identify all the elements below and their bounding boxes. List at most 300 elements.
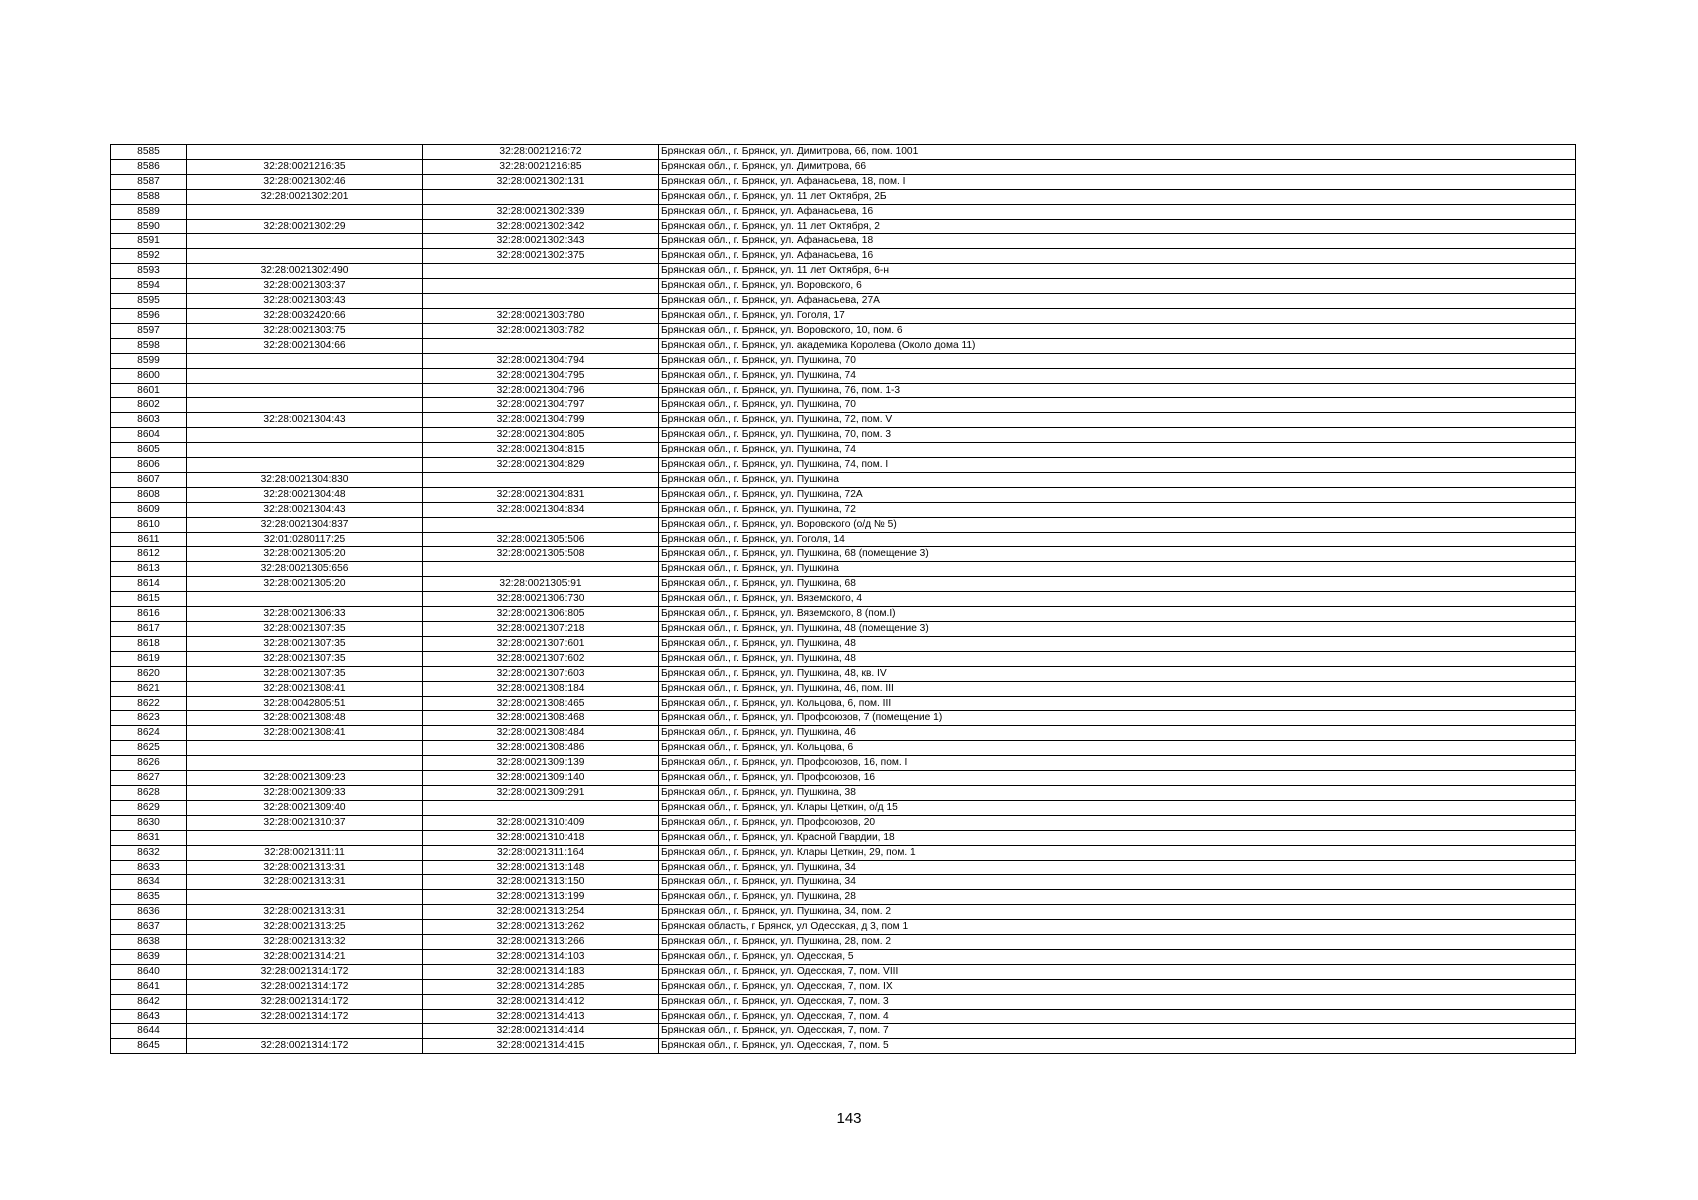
table-row <box>111 279 1576 294</box>
building-cadastral-number-cell: 32:28:0021304:794 <box>423 353 659 368</box>
land-cadastral-number-cell <box>187 890 423 905</box>
table-row <box>111 145 1576 160</box>
row-number-cell: 8621 <box>111 681 187 696</box>
row-number-cell: 8593 <box>111 264 187 279</box>
row-number-cell: 8601 <box>111 383 187 398</box>
address-cell: Брянская обл., г. Брянск, ул. Воровского, 6 <box>659 279 1576 294</box>
building-cadastral-number-cell: 32:28:0021314:413 <box>423 1009 659 1024</box>
row-number-cell: 8632 <box>111 845 187 860</box>
building-cadastral-number-cell: 32:28:0021314:412 <box>423 994 659 1009</box>
page-number: 143 <box>836 1110 862 1127</box>
building-cadastral-number-cell: 32:28:0021307:601 <box>423 636 659 651</box>
row-number-cell: 8600 <box>111 368 187 383</box>
row-number-cell: 8603 <box>111 413 187 428</box>
row-number-cell: 8628 <box>111 785 187 800</box>
land-cadastral-number-cell: 32:28:0021305:656 <box>187 562 423 577</box>
address-cell: Брянская обл., г. Брянск, ул. Пушкина, 70 <box>659 398 1576 413</box>
land-cadastral-number-cell <box>187 249 423 264</box>
table-row <box>111 547 1576 562</box>
table-row <box>111 159 1576 174</box>
row-number-cell: 8616 <box>111 607 187 622</box>
building-cadastral-number-cell: 32:28:0021313:262 <box>423 920 659 935</box>
land-cadastral-number-cell <box>187 368 423 383</box>
table-row <box>111 264 1576 279</box>
table-row <box>111 726 1576 741</box>
address-cell: Брянская обл., г. Брянск, ул. Клары Цеткин, 29, пом. 1 <box>659 845 1576 860</box>
building-cadastral-number-cell: 32:28:0021302:342 <box>423 219 659 234</box>
address-cell: Брянская обл., г. Брянск, ул. Пушкина, 74 <box>659 368 1576 383</box>
building-cadastral-number-cell: 32:28:0021309:140 <box>423 771 659 786</box>
table-row <box>111 860 1576 875</box>
land-cadastral-number-cell: 32:28:0021314:172 <box>187 994 423 1009</box>
address-cell: Брянская обл., г. Брянск, ул. Профсоюзов, 16, пом. I <box>659 756 1576 771</box>
address-cell: Брянская обл., г. Брянск, ул. Пушкина, 28 <box>659 890 1576 905</box>
building-cadastral-number-cell: 32:28:0021302:339 <box>423 204 659 219</box>
table-row <box>111 577 1576 592</box>
address-cell: Брянская обл., г. Брянск, ул. Пушкина, 34 <box>659 875 1576 890</box>
land-cadastral-number-cell <box>187 383 423 398</box>
address-cell: Брянская обл., г. Брянск, ул. Кольцова, 6 <box>659 741 1576 756</box>
row-number-cell: 8635 <box>111 890 187 905</box>
table-row <box>111 875 1576 890</box>
table-row <box>111 338 1576 353</box>
land-cadastral-number-cell <box>187 145 423 160</box>
row-number-cell: 8589 <box>111 204 187 219</box>
row-number-cell: 8614 <box>111 577 187 592</box>
building-cadastral-number-cell: 32:28:0021307:602 <box>423 651 659 666</box>
building-cadastral-number-cell: 32:28:0021304:834 <box>423 502 659 517</box>
table-row <box>111 204 1576 219</box>
building-cadastral-number-cell: 32:28:0021303:780 <box>423 308 659 323</box>
land-cadastral-number-cell: 32:28:0021304:48 <box>187 487 423 502</box>
row-number-cell: 8605 <box>111 443 187 458</box>
row-number-cell: 8586 <box>111 159 187 174</box>
table-row <box>111 219 1576 234</box>
land-cadastral-number-cell: 32:28:0021302:201 <box>187 189 423 204</box>
address-cell: Брянская обл., г. Брянск, ул. Одесская, 7, пом. 5 <box>659 1039 1576 1054</box>
land-cadastral-number-cell: 32:28:0021307:35 <box>187 622 423 637</box>
table-row <box>111 935 1576 950</box>
land-cadastral-number-cell: 32:28:0021302:490 <box>187 264 423 279</box>
building-cadastral-number-cell: 32:28:0021304:797 <box>423 398 659 413</box>
address-cell: Брянская обл., г. Брянск, ул. Одесская, 5 <box>659 949 1576 964</box>
land-cadastral-number-cell: 32:28:0032420:66 <box>187 308 423 323</box>
address-cell: Брянская обл., г. Брянск, ул. Димитрова, 66, пом. 1001 <box>659 145 1576 160</box>
address-cell: Брянская обл., г. Брянск, ул. Афанасьева, 16 <box>659 204 1576 219</box>
building-cadastral-number-cell: 32:28:0021306:805 <box>423 607 659 622</box>
land-cadastral-number-cell <box>187 443 423 458</box>
land-cadastral-number-cell: 32:28:0042805:51 <box>187 696 423 711</box>
table-row <box>111 696 1576 711</box>
row-number-cell: 8606 <box>111 458 187 473</box>
table-row <box>111 949 1576 964</box>
table-row <box>111 398 1576 413</box>
building-cadastral-number-cell: 32:28:0021305:508 <box>423 547 659 562</box>
land-cadastral-number-cell: 32:28:0021313:25 <box>187 920 423 935</box>
building-cadastral-number-cell: 32:28:0021304:805 <box>423 428 659 443</box>
land-cadastral-number-cell: 32:28:0021305:20 <box>187 577 423 592</box>
land-cadastral-number-cell: 32:28:0021305:20 <box>187 547 423 562</box>
row-number-cell: 8625 <box>111 741 187 756</box>
building-cadastral-number-cell: 32:28:0021309:291 <box>423 785 659 800</box>
land-cadastral-number-cell: 32:28:0021311:11 <box>187 845 423 860</box>
land-cadastral-number-cell: 32:28:0021304:66 <box>187 338 423 353</box>
address-cell: Брянская обл., г. Брянск, ул. Красной Гвардии, 18 <box>659 830 1576 845</box>
address-cell: Брянская обл., г. Брянск, ул. Пушкина, 46 <box>659 726 1576 741</box>
table-row <box>111 428 1576 443</box>
building-cadastral-number-cell <box>423 338 659 353</box>
building-cadastral-number-cell: 32:28:0021304:796 <box>423 383 659 398</box>
address-cell: Брянская обл., г. Брянск, ул. Одесская, 7, пом. 3 <box>659 994 1576 1009</box>
row-number-cell: 8585 <box>111 145 187 160</box>
land-cadastral-number-cell: 32:28:0021310:37 <box>187 815 423 830</box>
land-cadastral-number-cell: 32:28:0021309:33 <box>187 785 423 800</box>
building-cadastral-number-cell: 32:28:0021314:103 <box>423 949 659 964</box>
address-cell: Брянская обл., г. Брянск, ул. 11 лет Октября, 2Б <box>659 189 1576 204</box>
row-number-cell: 8636 <box>111 905 187 920</box>
row-number-cell: 8618 <box>111 636 187 651</box>
table-row <box>111 771 1576 786</box>
row-number-cell: 8604 <box>111 428 187 443</box>
address-cell: Брянская обл., г. Брянск, ул. Пушкина, 70 <box>659 353 1576 368</box>
land-cadastral-number-cell <box>187 756 423 771</box>
table-row <box>111 607 1576 622</box>
land-cadastral-number-cell: 32:28:0021216:35 <box>187 159 423 174</box>
table-row <box>111 756 1576 771</box>
row-number-cell: 8626 <box>111 756 187 771</box>
land-cadastral-number-cell: 32:28:0021302:29 <box>187 219 423 234</box>
land-cadastral-number-cell: 32:28:0021307:35 <box>187 651 423 666</box>
table-row <box>111 681 1576 696</box>
address-cell: Брянская обл., г. Брянск, ул. Афанасьева, 27А <box>659 294 1576 309</box>
address-cell: Брянская обл., г. Брянск, ул. Пушкина, 34 <box>659 860 1576 875</box>
table-row <box>111 964 1576 979</box>
address-cell: Брянская обл., г. Брянск, ул. Пушкина, 48 <box>659 651 1576 666</box>
table-row <box>111 562 1576 577</box>
building-cadastral-number-cell <box>423 800 659 815</box>
row-number-cell: 8588 <box>111 189 187 204</box>
building-cadastral-number-cell: 32:28:0021302:375 <box>423 249 659 264</box>
row-number-cell: 8617 <box>111 622 187 637</box>
address-cell: Брянская обл., г. Брянск, ул. Пушкина, 70, пом. 3 <box>659 428 1576 443</box>
land-cadastral-number-cell <box>187 353 423 368</box>
table-row <box>111 905 1576 920</box>
land-cadastral-number-cell <box>187 741 423 756</box>
address-cell: Брянская обл., г. Брянск, ул. 11 лет Октября, 2 <box>659 219 1576 234</box>
address-cell: Брянская обл., г. Брянск, ул. Пушкина <box>659 562 1576 577</box>
row-number-cell: 8638 <box>111 935 187 950</box>
land-cadastral-number-cell <box>187 428 423 443</box>
table-row <box>111 1039 1576 1054</box>
land-cadastral-number-cell: 32:28:0021307:35 <box>187 666 423 681</box>
table-row <box>111 532 1576 547</box>
address-cell: Брянская обл., г. Брянск, ул. Пушкина, 72А <box>659 487 1576 502</box>
row-number-cell: 8633 <box>111 860 187 875</box>
land-cadastral-number-cell: 32:28:0021304:43 <box>187 502 423 517</box>
building-cadastral-number-cell: 32:28:0021308:468 <box>423 711 659 726</box>
land-cadastral-number-cell <box>187 234 423 249</box>
address-cell: Брянская обл., г. Брянск, ул. Пушкина, 72, пом. V <box>659 413 1576 428</box>
building-cadastral-number-cell <box>423 264 659 279</box>
building-cadastral-number-cell: 32:28:0021305:91 <box>423 577 659 592</box>
land-cadastral-number-cell: 32:28:0021313:32 <box>187 935 423 950</box>
land-cadastral-number-cell: 32:28:0021314:21 <box>187 949 423 964</box>
row-number-cell: 8637 <box>111 920 187 935</box>
land-cadastral-number-cell: 32:28:0021308:48 <box>187 711 423 726</box>
address-cell: Брянская обл., г. Брянск, ул. Афанасьева, 18, пом. I <box>659 174 1576 189</box>
row-number-cell: 8592 <box>111 249 187 264</box>
address-cell: Брянская обл., г. Брянск, ул. Пушкина, 48, кв. IV <box>659 666 1576 681</box>
address-cell: Брянская область, г Брянск, ул Одесская, д 3, пом 1 <box>659 920 1576 935</box>
building-cadastral-number-cell: 32:28:0021304:829 <box>423 458 659 473</box>
table-row <box>111 174 1576 189</box>
land-cadastral-number-cell: 32:28:0021313:31 <box>187 860 423 875</box>
building-cadastral-number-cell: 32:28:0021308:486 <box>423 741 659 756</box>
address-cell: Брянская обл., г. Брянск, ул. Профсоюзов, 7 (помещение 1) <box>659 711 1576 726</box>
row-number-cell: 8599 <box>111 353 187 368</box>
building-cadastral-number-cell <box>423 472 659 487</box>
address-cell: Брянская обл., г. Брянск, ул. Одесская, 7, пом. 4 <box>659 1009 1576 1024</box>
address-cell: Брянская обл., г. Брянск, ул. Воровского (о/д № 5) <box>659 517 1576 532</box>
address-cell: Брянская обл., г. Брянск, ул. Пушкина, 28, пом. 2 <box>659 935 1576 950</box>
land-cadastral-number-cell <box>187 1024 423 1039</box>
address-cell: Брянская обл., г. Брянск, ул. Клары Цеткин, о/д 15 <box>659 800 1576 815</box>
land-cadastral-number-cell: 32:28:0021302:46 <box>187 174 423 189</box>
row-number-cell: 8591 <box>111 234 187 249</box>
table-row <box>111 890 1576 905</box>
row-number-cell: 8609 <box>111 502 187 517</box>
table-row <box>111 636 1576 651</box>
land-cadastral-number-cell <box>187 398 423 413</box>
address-cell: Брянская обл., г. Брянск, ул. Одесская, 7, пом. IX <box>659 979 1576 994</box>
address-cell: Брянская обл., г. Брянск, ул. Пушкина, 72 <box>659 502 1576 517</box>
land-cadastral-number-cell: 32:28:0021306:33 <box>187 607 423 622</box>
row-number-cell: 8610 <box>111 517 187 532</box>
land-cadastral-number-cell: 32:28:0021314:172 <box>187 979 423 994</box>
building-cadastral-number-cell: 32:28:0021302:131 <box>423 174 659 189</box>
row-number-cell: 8598 <box>111 338 187 353</box>
table-row <box>111 502 1576 517</box>
table-row <box>111 413 1576 428</box>
building-cadastral-number-cell: 32:28:0021302:343 <box>423 234 659 249</box>
table-row <box>111 920 1576 935</box>
row-number-cell: 8596 <box>111 308 187 323</box>
registry-table <box>110 144 1576 1054</box>
address-cell: Брянская обл., г. Брянск, ул. Пушкина, 34, пом. 2 <box>659 905 1576 920</box>
table-row <box>111 308 1576 323</box>
registry-table-body <box>111 145 1576 1054</box>
address-cell: Брянская обл., г. Брянск, ул. Пушкина, 74, пом. I <box>659 458 1576 473</box>
building-cadastral-number-cell: 32:28:0021304:831 <box>423 487 659 502</box>
address-cell: Брянская обл., г. Брянск, ул. Пушкина <box>659 472 1576 487</box>
row-number-cell: 8607 <box>111 472 187 487</box>
address-cell: Брянская обл., г. Брянск, ул. Одесская, 7, пом. 7 <box>659 1024 1576 1039</box>
address-cell: Брянская обл., г. Брянск, ул. Кольцова, 6, пом. III <box>659 696 1576 711</box>
address-cell: Брянская обл., г. Брянск, ул. Пушкина, 68 <box>659 577 1576 592</box>
land-cadastral-number-cell: 32:28:0021308:41 <box>187 681 423 696</box>
building-cadastral-number-cell <box>423 562 659 577</box>
row-number-cell: 8587 <box>111 174 187 189</box>
row-number-cell: 8629 <box>111 800 187 815</box>
building-cadastral-number-cell: 32:28:0021313:150 <box>423 875 659 890</box>
address-cell: Брянская обл., г. Брянск, ул. Пушкина, 48 (помещение 3) <box>659 622 1576 637</box>
building-cadastral-number-cell: 32:28:0021313:254 <box>423 905 659 920</box>
table-row <box>111 487 1576 502</box>
table-row <box>111 189 1576 204</box>
address-cell: Брянская обл., г. Брянск, ул. Профсоюзов, 20 <box>659 815 1576 830</box>
table-row <box>111 294 1576 309</box>
table-row <box>111 651 1576 666</box>
address-cell: Брянская обл., г. Брянск, ул. Воровского, 10, пом. 6 <box>659 323 1576 338</box>
building-cadastral-number-cell: 32:28:0021308:465 <box>423 696 659 711</box>
row-number-cell: 8613 <box>111 562 187 577</box>
row-number-cell: 8590 <box>111 219 187 234</box>
building-cadastral-number-cell: 32:28:0021305:506 <box>423 532 659 547</box>
land-cadastral-number-cell: 32:28:0021304:830 <box>187 472 423 487</box>
table-row <box>111 622 1576 637</box>
row-number-cell: 8640 <box>111 964 187 979</box>
land-cadastral-number-cell <box>187 592 423 607</box>
row-number-cell: 8627 <box>111 771 187 786</box>
land-cadastral-number-cell: 32:28:0021309:40 <box>187 800 423 815</box>
address-cell: Брянская обл., г. Брянск, ул. Пушкина, 74 <box>659 443 1576 458</box>
address-cell: Брянская обл., г. Брянск, ул. Профсоюзов, 16 <box>659 771 1576 786</box>
address-cell: Брянская обл., г. Брянск, ул. Гоголя, 14 <box>659 532 1576 547</box>
land-cadastral-number-cell: 32:28:0021313:31 <box>187 905 423 920</box>
building-cadastral-number-cell: 32:28:0021307:603 <box>423 666 659 681</box>
address-cell: Брянская обл., г. Брянск, ул. Вяземского, 8 (пом.I) <box>659 607 1576 622</box>
building-cadastral-number-cell <box>423 189 659 204</box>
table-row <box>111 785 1576 800</box>
table-row <box>111 234 1576 249</box>
building-cadastral-number-cell: 32:28:0021308:484 <box>423 726 659 741</box>
address-cell: Брянская обл., г. Брянск, ул. Пушкина, 46, пом. III <box>659 681 1576 696</box>
building-cadastral-number-cell: 32:28:0021310:418 <box>423 830 659 845</box>
table-row <box>111 830 1576 845</box>
address-cell: Брянская обл., г. Брянск, ул. 11 лет Октября, 6-н <box>659 264 1576 279</box>
address-cell: Брянская обл., г. Брянск, ул. Афанасьева, 18 <box>659 234 1576 249</box>
table-row <box>111 458 1576 473</box>
row-number-cell: 8634 <box>111 875 187 890</box>
land-cadastral-number-cell: 32:28:0021309:23 <box>187 771 423 786</box>
table-row <box>111 741 1576 756</box>
address-cell: Брянская обл., г. Брянск, ул. Афанасьева, 16 <box>659 249 1576 264</box>
building-cadastral-number-cell: 32:28:0021307:218 <box>423 622 659 637</box>
land-cadastral-number-cell: 32:28:0021303:37 <box>187 279 423 294</box>
row-number-cell: 8597 <box>111 323 187 338</box>
land-cadastral-number-cell: 32:28:0021303:43 <box>187 294 423 309</box>
row-number-cell: 8639 <box>111 949 187 964</box>
table-row <box>111 517 1576 532</box>
table-row <box>111 323 1576 338</box>
building-cadastral-number-cell: 32:28:0021304:799 <box>423 413 659 428</box>
table-row <box>111 592 1576 607</box>
row-number-cell: 8624 <box>111 726 187 741</box>
table-row <box>111 353 1576 368</box>
building-cadastral-number-cell <box>423 517 659 532</box>
table-row <box>111 800 1576 815</box>
row-number-cell: 8643 <box>111 1009 187 1024</box>
row-number-cell: 8641 <box>111 979 187 994</box>
land-cadastral-number-cell <box>187 458 423 473</box>
row-number-cell: 8612 <box>111 547 187 562</box>
building-cadastral-number-cell: 32:28:0021313:148 <box>423 860 659 875</box>
row-number-cell: 8623 <box>111 711 187 726</box>
building-cadastral-number-cell: 32:28:0021314:285 <box>423 979 659 994</box>
row-number-cell: 8620 <box>111 666 187 681</box>
land-cadastral-number-cell: 32:28:0021303:75 <box>187 323 423 338</box>
row-number-cell: 8602 <box>111 398 187 413</box>
address-cell: Брянская обл., г. Брянск, ул. Пушкина, 48 <box>659 636 1576 651</box>
land-cadastral-number-cell: 32:28:0021304:837 <box>187 517 423 532</box>
row-number-cell: 8622 <box>111 696 187 711</box>
row-number-cell: 8631 <box>111 830 187 845</box>
row-number-cell: 8642 <box>111 994 187 1009</box>
table-row <box>111 815 1576 830</box>
address-cell: Брянская обл., г. Брянск, ул. Пушкина, 76, пом. 1-3 <box>659 383 1576 398</box>
table-row <box>111 711 1576 726</box>
land-cadastral-number-cell: 32:28:0021314:172 <box>187 964 423 979</box>
row-number-cell: 8595 <box>111 294 187 309</box>
address-cell: Брянская обл., г. Брянск, ул. Пушкина, 68 (помещение 3) <box>659 547 1576 562</box>
table-row <box>111 443 1576 458</box>
address-cell: Брянская обл., г. Брянск, ул. Вяземского, 4 <box>659 592 1576 607</box>
building-cadastral-number-cell: 32:28:0021311:164 <box>423 845 659 860</box>
table-row <box>111 1009 1576 1024</box>
building-cadastral-number-cell: 32:28:0021314:183 <box>423 964 659 979</box>
building-cadastral-number-cell: 32:28:0021304:795 <box>423 368 659 383</box>
address-cell: Брянская обл., г. Брянск, ул. Пушкина, 38 <box>659 785 1576 800</box>
building-cadastral-number-cell: 32:28:0021303:782 <box>423 323 659 338</box>
row-number-cell: 8630 <box>111 815 187 830</box>
row-number-cell: 8615 <box>111 592 187 607</box>
address-cell: Брянская обл., г. Брянск, ул. Одесская, 7, пом. VIII <box>659 964 1576 979</box>
land-cadastral-number-cell: 32:01:0280117:25 <box>187 532 423 547</box>
address-cell: Брянская обл., г. Брянск, ул. Гоголя, 17 <box>659 308 1576 323</box>
land-cadastral-number-cell: 32:28:0021308:41 <box>187 726 423 741</box>
building-cadastral-number-cell: 32:28:0021313:199 <box>423 890 659 905</box>
row-number-cell: 8594 <box>111 279 187 294</box>
land-cadastral-number-cell: 32:28:0021314:172 <box>187 1009 423 1024</box>
land-cadastral-number-cell: 32:28:0021304:43 <box>187 413 423 428</box>
land-cadastral-number-cell: 32:28:0021313:31 <box>187 875 423 890</box>
table-row <box>111 368 1576 383</box>
building-cadastral-number-cell: 32:28:0021306:730 <box>423 592 659 607</box>
row-number-cell: 8644 <box>111 1024 187 1039</box>
table-row <box>111 994 1576 1009</box>
building-cadastral-number-cell: 32:28:0021216:72 <box>423 145 659 160</box>
address-cell: Брянская обл., г. Брянск, ул. академика Королева (Около дома 11) <box>659 338 1576 353</box>
table-row <box>111 666 1576 681</box>
table-row <box>111 383 1576 398</box>
building-cadastral-number-cell: 32:28:0021308:184 <box>423 681 659 696</box>
building-cadastral-number-cell: 32:28:0021314:415 <box>423 1039 659 1054</box>
building-cadastral-number-cell: 32:28:0021304:815 <box>423 443 659 458</box>
land-cadastral-number-cell <box>187 830 423 845</box>
building-cadastral-number-cell <box>423 279 659 294</box>
building-cadastral-number-cell: 32:28:0021216:85 <box>423 159 659 174</box>
building-cadastral-number-cell: 32:28:0021310:409 <box>423 815 659 830</box>
row-number-cell: 8611 <box>111 532 187 547</box>
table-row <box>111 845 1576 860</box>
row-number-cell: 8619 <box>111 651 187 666</box>
row-number-cell: 8608 <box>111 487 187 502</box>
table-row <box>111 979 1576 994</box>
table-row <box>111 472 1576 487</box>
address-cell: Брянская обл., г. Брянск, ул. Димитрова, 66 <box>659 159 1576 174</box>
building-cadastral-number-cell: 32:28:0021313:266 <box>423 935 659 950</box>
building-cadastral-number-cell: 32:28:0021314:414 <box>423 1024 659 1039</box>
